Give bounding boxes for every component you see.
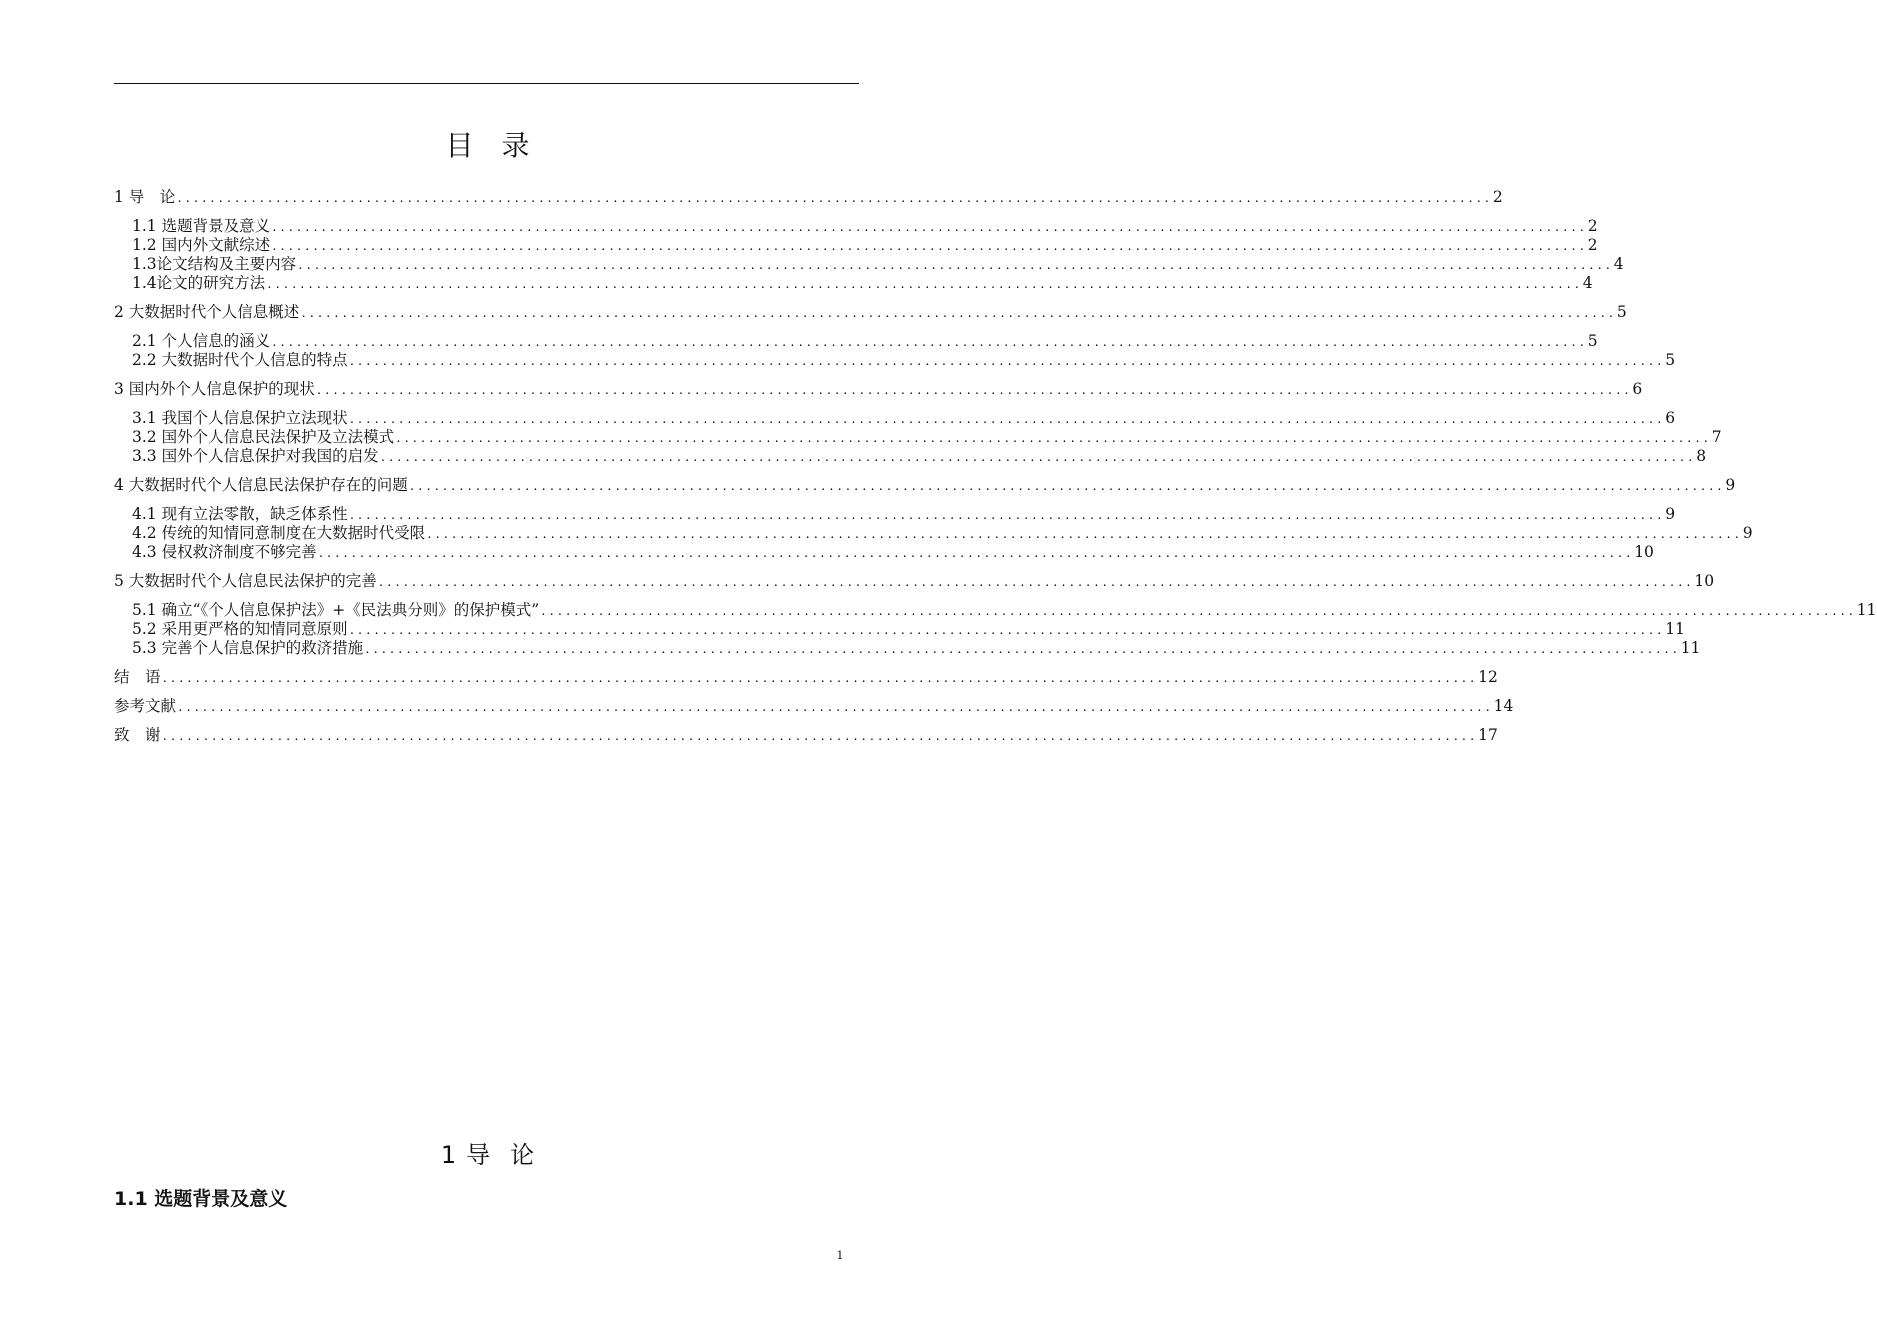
toc-leader-dots: ................................................................................................................................................................ (348, 355, 1665, 368)
toc-leader-dots: ................................................................................................................................................................ (348, 624, 1665, 637)
toc-entry-label: 1 导 论 (114, 188, 176, 206)
toc-entry-page: 4 (1613, 255, 1624, 273)
toc-entry-page: 4 (1582, 274, 1593, 292)
toc-leader-dots: ................................................................................................................................................................ (348, 413, 1665, 426)
toc-entry-page: 11 (1856, 601, 1877, 619)
toc-entry-chapter-4[interactable] (114, 475, 1736, 495)
toc-entry-chapter-3[interactable] (114, 379, 1643, 399)
toc-entry-2-2[interactable] (132, 350, 1676, 370)
toc-entry-1-1[interactable] (132, 216, 1598, 236)
chapter-title-word-2: 论 (510, 1141, 535, 1169)
toc-entry-label: 2 大数据时代个人信息概述 (114, 303, 300, 321)
toc-entry-label: 4.2 传统的知情同意制度在大数据时代受限 (132, 524, 426, 542)
toc-leader-dots: ................................................................................................................................................................ (161, 672, 1478, 685)
toc-entry-label: 5.3 完善个人信息保护的救济措施 (132, 639, 364, 657)
toc-entry-chapter-5[interactable] (114, 571, 1715, 591)
toc-entry-label: 5.1 确立“《个人信息保护法》+《民法典分则》的保护模式” (132, 601, 540, 619)
toc-entry-page: 10 (1694, 572, 1715, 590)
toc-leader-dots: ................................................................................................................................................................ (266, 278, 1582, 291)
toc-entry-3-1[interactable] (132, 408, 1676, 428)
toc-entry-label: 结 语 (114, 668, 161, 686)
toc-leader-dots: ................................................................................................................................................................ (271, 221, 1587, 234)
toc-entry-5-1[interactable] (132, 600, 1877, 620)
toc-entry-4-3[interactable] (132, 542, 1654, 562)
toc-entry-label: 1.2 国内外文献综述 (132, 236, 271, 254)
toc-entry-label: 1.1 选题背景及意义 (132, 217, 271, 235)
toc-entry-5-3[interactable] (132, 638, 1701, 658)
toc-entry-page: 6 (1632, 380, 1643, 398)
toc-leader-dots: ................................................................................................................................................................ (271, 240, 1587, 253)
chapter-heading (0, 1140, 975, 1170)
toc-entry-label: 1.3论文结构及主要内容 (132, 255, 297, 273)
toc-entry-label: 致 谢 (114, 726, 161, 744)
toc-leader-dots: ................................................................................................................................................................ (297, 259, 1613, 272)
toc-entry-label: 3 国内外个人信息保护的现状 (114, 380, 315, 398)
toc-entry-references[interactable] (114, 696, 1514, 716)
toc-entry-page: 8 (1696, 447, 1707, 465)
toc-entry-2-1[interactable] (132, 331, 1598, 351)
toc-leader-dots: ................................................................................................................................................................ (177, 701, 1493, 714)
toc-entry-chapter-2[interactable] (114, 302, 1627, 322)
toc-leader-dots: ................................................................................................................................................................ (377, 576, 1694, 589)
toc-entry-page: 5 (1665, 351, 1676, 369)
toc-entry-3-3[interactable] (132, 446, 1707, 466)
toc-entry-label: 4.3 侵权救济制度不够完善 (132, 543, 317, 561)
toc-entry-label: 3.3 国外个人信息保护对我国的启发 (132, 447, 379, 465)
toc-entry-page: 2 (1587, 217, 1598, 235)
toc-entry-label: 1.4论文的研究方法 (132, 274, 266, 292)
toc-leader-dots: ................................................................................................................................................................ (176, 192, 1492, 205)
toc-leader-dots: ................................................................................................................................................................ (348, 509, 1665, 522)
toc-entry-page: 9 (1725, 476, 1736, 494)
toc-entry-page: 9 (1742, 524, 1753, 542)
chapter-title-word-1: 导 (466, 1141, 491, 1169)
toc-leader-dots: ................................................................................................................................................................ (161, 730, 1478, 743)
toc-entry-page: 17 (1478, 726, 1498, 744)
toc-entry-4-2[interactable] (132, 523, 1753, 543)
toc-leader-dots: ................................................................................................................................................................ (408, 480, 1725, 493)
toc-title-char-1: 目 (445, 129, 474, 162)
toc-entry-page: 7 (1711, 428, 1722, 446)
toc-entry-label: 3.1 我国个人信息保护立法现状 (132, 409, 348, 427)
toc-entry-conclusion[interactable] (114, 667, 1498, 687)
toc-entry-4-1[interactable] (132, 504, 1676, 524)
page-number: 1 (836, 1249, 844, 1262)
toc-entry-label: 4 大数据时代个人信息民法保护存在的问题 (114, 476, 408, 494)
toc-entry-1-3[interactable] (132, 254, 1624, 274)
toc-entry-label: 4.1 现有立法零散，缺乏体系性 (132, 505, 348, 523)
toc-entry-label: 参考文献 (114, 697, 177, 715)
toc-entry-page: 5 (1616, 303, 1627, 321)
toc-entry-label: 2.1 个人信息的涵义 (132, 332, 271, 350)
toc-entry-page: 2 (1492, 188, 1503, 206)
toc-leader-dots: ................................................................................................................................................................ (300, 307, 1616, 320)
toc-entry-5-2[interactable] (132, 619, 1685, 639)
toc-entry-page: 5 (1587, 332, 1598, 350)
toc-entry-1-2[interactable] (132, 235, 1598, 255)
toc-leader-dots: ................................................................................................................................................................ (315, 384, 1632, 397)
toc-entry-1-4[interactable] (132, 273, 1593, 293)
toc-entry-page: 14 (1493, 697, 1514, 715)
toc-leader-dots: ................................................................................................................................................................ (395, 432, 1711, 445)
toc-entry-label: 2.2 大数据时代个人信息的特点 (132, 351, 348, 369)
toc-entry-page: 6 (1665, 409, 1676, 427)
section-heading: 1.1 选题背景及意义 (114, 1188, 288, 1210)
toc-leader-dots: ................................................................................................................................................................ (426, 528, 1742, 541)
toc-entry-page: 10 (1634, 543, 1654, 561)
toc-leader-dots: ................................................................................................................................................................ (271, 336, 1587, 349)
toc-entry-page: 2 (1587, 236, 1598, 254)
toc-leader-dots: ................................................................................................................................................................ (317, 547, 1634, 560)
toc-entry-label: 5.2 采用更严格的知情同意原则 (132, 620, 348, 638)
toc-entry-page: 11 (1680, 639, 1701, 657)
toc-title-char-2: 录 (501, 129, 530, 162)
toc-entry-label: 3.2 国外个人信息民法保护及立法模式 (132, 428, 395, 446)
toc-entry-page: 11 (1665, 620, 1685, 638)
chapter-number: 1 (440, 1141, 457, 1169)
toc-entry-acknowledgements[interactable] (114, 725, 1498, 745)
toc-entry-page: 9 (1665, 505, 1676, 523)
toc-entry-chapter-1[interactable] (114, 187, 1503, 207)
toc-entry-3-2[interactable] (132, 427, 1722, 447)
toc-entry-label: 5 大数据时代个人信息民法保护的完善 (114, 572, 377, 590)
toc-leader-dots: ................................................................................................................................................................ (364, 643, 1680, 656)
toc-leader-dots: ................................................................................................................................................................ (540, 605, 1856, 618)
toc-leader-dots: ................................................................................................................................................................ (379, 451, 1696, 464)
toc-entry-page: 12 (1478, 668, 1498, 686)
